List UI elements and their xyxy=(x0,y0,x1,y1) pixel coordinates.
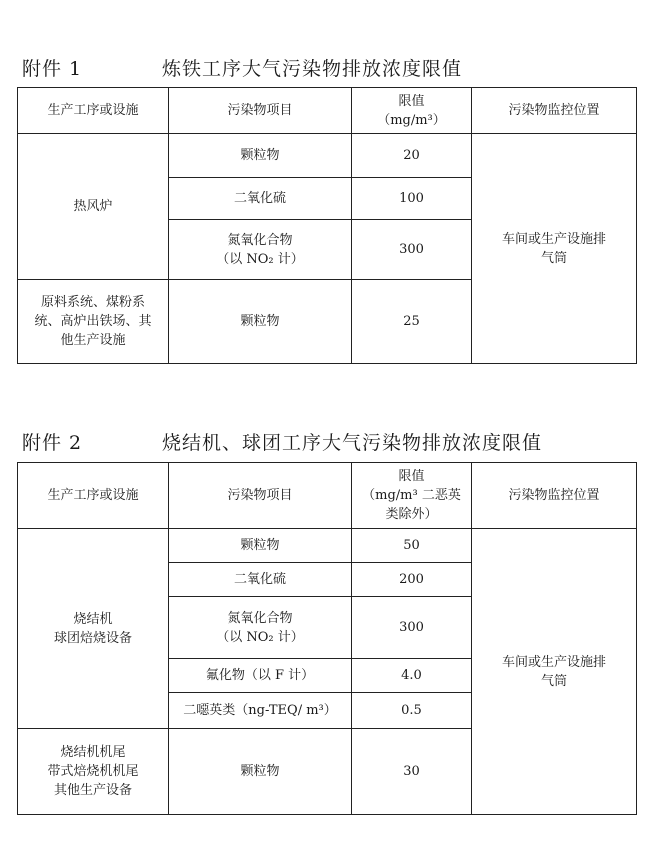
attachment-2-heading xyxy=(22,428,642,455)
pollutant-cell: 颗粒物 xyxy=(169,729,352,815)
pollutant-cell: 颗粒物 xyxy=(169,529,352,563)
header-row xyxy=(18,463,637,529)
header-process: 生产工序或设施 xyxy=(18,463,169,529)
header-pollutant: 污染物项目 xyxy=(169,88,352,134)
table-row xyxy=(18,134,637,178)
header-pollutant: 污染物项目 xyxy=(169,463,352,529)
limit-cell: 20 xyxy=(352,134,472,178)
emission-limits-table-1 xyxy=(17,87,637,364)
process-cell: 原料系统、煤粉系 统、高炉出铁场、其 他生产设施 xyxy=(18,280,169,364)
header-location: 污染物监控位置 xyxy=(472,463,637,529)
table-title: 炼铁工序大气污染物排放浓度限值 xyxy=(162,58,463,80)
limit-cell: 200 xyxy=(352,563,472,597)
table-title: 烧结机、球团工序大气污染物排放浓度限值 xyxy=(162,432,543,454)
attachment-1-heading xyxy=(22,54,642,81)
limit-cell: 300 xyxy=(352,220,472,280)
pollutant-cell: 颗粒物 xyxy=(169,280,352,364)
limit-cell: 4.0 xyxy=(352,659,472,693)
limit-cell: 25 xyxy=(352,280,472,364)
pollutant-cell: 二噁英类（ng-TEQ/ m³） xyxy=(169,693,352,729)
process-cell: 烧结机机尾 带式焙烧机机尾 其他生产设备 xyxy=(18,729,169,815)
pollutant-cell: 颗粒物 xyxy=(169,134,352,178)
limit-cell: 30 xyxy=(352,729,472,815)
header-location: 污染物监控位置 xyxy=(472,88,637,134)
pollutant-cell: 氟化物（以 F 计） xyxy=(169,659,352,693)
location-cell: 车间或生产设施排 气筒 xyxy=(472,529,637,815)
attachment-label: 附件 2 xyxy=(22,432,83,454)
table-row xyxy=(18,529,637,563)
limit-cell: 100 xyxy=(352,178,472,220)
header-limit: 限值 （mg/m³ 二恶英 类除外） xyxy=(352,463,472,529)
attachment-label: 附件 1 xyxy=(22,58,83,80)
process-cell: 热风炉 xyxy=(18,134,169,280)
limit-cell: 50 xyxy=(352,529,472,563)
header-limit: 限值 （mg/m³） xyxy=(352,88,472,134)
pollutant-cell: 氮氧化合物 （以 NO₂ 计） xyxy=(169,597,352,659)
location-cell: 车间或生产设施排 气筒 xyxy=(472,134,637,364)
header-process: 生产工序或设施 xyxy=(18,88,169,134)
header-row xyxy=(18,88,637,134)
emission-limits-table-2 xyxy=(17,462,637,815)
limit-cell: 0.5 xyxy=(352,693,472,729)
process-cell: 烧结机 球团焙烧设备 xyxy=(18,529,169,729)
limit-cell: 300 xyxy=(352,597,472,659)
pollutant-cell: 二氧化硫 xyxy=(169,563,352,597)
pollutant-cell: 二氧化硫 xyxy=(169,178,352,220)
pollutant-cell: 氮氧化合物 （以 NO₂ 计） xyxy=(169,220,352,280)
